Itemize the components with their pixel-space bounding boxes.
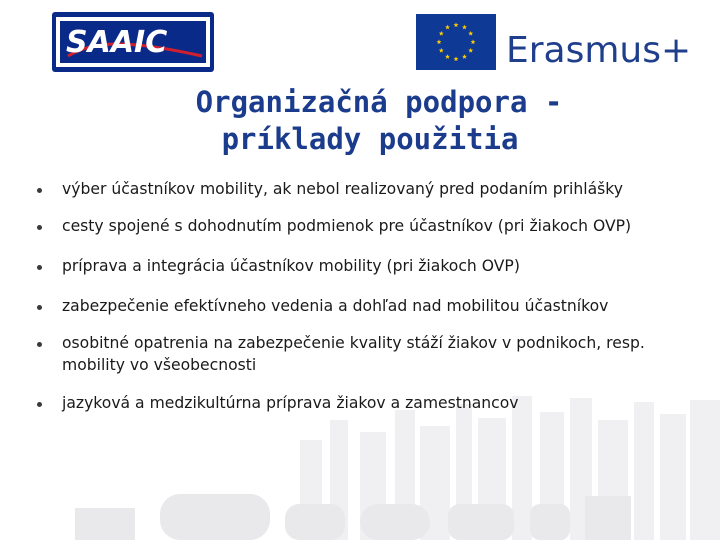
saaic-logo: [52, 12, 214, 72]
bullet-text: výber účastníkov mobility, ak nebol realizovaný pred podaním prihlášky: [62, 180, 623, 198]
bullet-icon: [37, 305, 42, 310]
eu-stars-icon: [416, 14, 496, 70]
bullet-icon: [37, 188, 42, 193]
erasmus-plus-logo-text: Erasmus+: [506, 30, 692, 71]
list-item: [34, 332, 694, 376]
bullet-text: cesty spojené s dohodnutím podmienok pre účastníkov (pri žiakoch OVP): [62, 217, 632, 235]
bullet-text: jazyková a medzikultúrna príprava žiakov a zamestnancov: [62, 394, 519, 412]
bullet-icon: [37, 402, 42, 407]
list-item: [34, 255, 694, 277]
list-item: [34, 295, 694, 317]
bullet-icon: [37, 225, 42, 230]
bullet-list: [34, 178, 694, 414]
list-item: [34, 178, 694, 200]
bullet-text: osobitné opatrenia na zabezpečenie kvality stáží žiakov v podnikoch, resp. mobility vo všeobecnosti: [62, 334, 645, 374]
bullet-text: príprava a integrácia účastníkov mobility (pri žiakoch OVP): [62, 257, 520, 275]
eu-flag-logo: [416, 14, 496, 70]
bullet-icon: [37, 342, 42, 347]
list-item: [34, 392, 694, 414]
list-item: [34, 215, 694, 237]
slide-title: [80, 84, 660, 158]
slide-title-line-1: Organizačná podpora -: [195, 85, 563, 119]
slide-title-line-2: príklady použitia: [221, 122, 519, 156]
bullet-icon: [37, 265, 42, 270]
svg-text:SAAIC: SAAIC: [66, 25, 168, 60]
bullet-text: zabezpečenie efektívneho vedenia a dohľad nad mobilitou účastníkov: [62, 297, 609, 315]
